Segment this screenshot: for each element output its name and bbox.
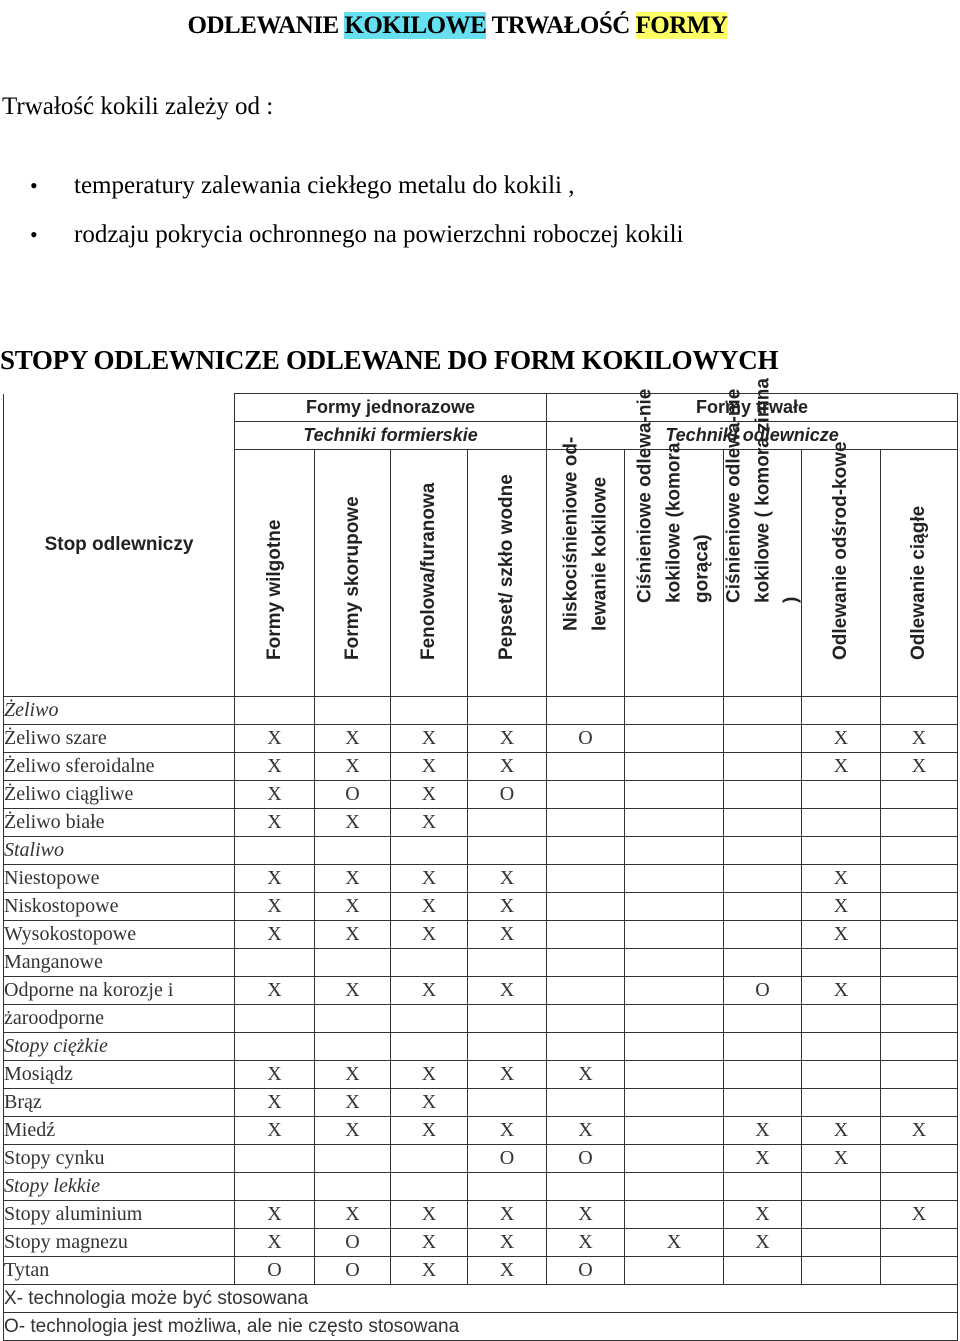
table-cell: X (391, 1229, 468, 1257)
table-cell: X (315, 865, 391, 893)
table-row (4, 949, 958, 977)
table-cell: X (315, 1201, 391, 1229)
table-cell: O (547, 1145, 625, 1173)
table-cell: X (315, 725, 391, 753)
table-cell (724, 781, 802, 809)
table-cell (625, 1033, 724, 1061)
column-header (802, 440, 881, 697)
table-cell: X (881, 725, 958, 753)
table-row (4, 725, 958, 753)
table-cell: X (802, 921, 881, 949)
table-cell: X (391, 865, 468, 893)
table-cell (625, 921, 724, 949)
table-cell: O (315, 1229, 391, 1257)
table-cell (468, 809, 547, 837)
group-label: Stopy lekkie (4, 1173, 235, 1201)
group-label: Staliwo (4, 837, 235, 865)
table-cell (724, 1257, 802, 1285)
table-cell: O (468, 1145, 547, 1173)
table-cell (625, 753, 724, 781)
legend-row (4, 1313, 958, 1341)
table-cell: X (468, 1201, 547, 1229)
alloy-label: Stopy aluminium (4, 1201, 235, 1229)
table-cell: X (468, 753, 547, 781)
table-row (4, 1145, 958, 1173)
column-header-label: Odlewanie odśrod-kowe (829, 440, 851, 660)
table-cell (625, 1145, 724, 1173)
group2-title: Formy trwałe (547, 394, 958, 422)
table-cell: X (547, 1061, 625, 1089)
table-cell (625, 1117, 724, 1145)
table-cell: X (881, 1201, 958, 1229)
table-cell: X (468, 1061, 547, 1089)
table-cell (391, 1173, 468, 1201)
table-cell (625, 697, 724, 725)
title-part1: ODLEWANIE (187, 12, 345, 39)
column-header-label: Ciśnieniowe odlewa-nie kokilowe ( komora zimna ) (722, 377, 801, 603)
table-cell (625, 1201, 724, 1229)
table-row (4, 809, 958, 837)
table-cell: X (391, 753, 468, 781)
table-cell: X (468, 1117, 547, 1145)
alloy-label: Stopy magnezu (4, 1229, 235, 1257)
column-header-label: Formy wilgotne (263, 519, 285, 660)
table-cell (802, 1257, 881, 1285)
table-cell: X (391, 1061, 468, 1089)
table-cell (881, 1145, 958, 1173)
table-cell (724, 753, 802, 781)
alloy-label: Stopy cynku (4, 1145, 235, 1173)
table-cell (625, 1061, 724, 1089)
table-row (4, 921, 958, 949)
table-cell: X (235, 1229, 315, 1257)
table-cell: X (235, 1201, 315, 1229)
table-cell (468, 1005, 547, 1033)
table-cell: X (235, 921, 315, 949)
table-cell: X (881, 1117, 958, 1145)
table-cell (625, 809, 724, 837)
table-cell (802, 1061, 881, 1089)
table-cell (468, 837, 547, 865)
title-part2-highlight: KOKILOWE (344, 12, 487, 39)
table-cell (547, 1033, 625, 1061)
table-cell (625, 837, 724, 865)
table-cell (468, 1089, 547, 1117)
table-cell: X (802, 1145, 881, 1173)
table-cell: O (468, 781, 547, 809)
table-row (4, 1257, 958, 1285)
column-header (468, 450, 547, 697)
table-cell (802, 1005, 881, 1033)
table-cell: X (235, 893, 315, 921)
table-cell (881, 1061, 958, 1089)
table-cell (724, 697, 802, 725)
table-cell (881, 1229, 958, 1257)
table-cell (235, 697, 315, 725)
table-row (4, 1201, 958, 1229)
group-label: Żeliwo (4, 697, 235, 725)
section-title: STOPY ODLEWNICZE ODLEWANE DO FORM KOKILOWYCH (0, 345, 779, 375)
table-cell: O (547, 1257, 625, 1285)
bullet-item: • temperatury zalewania ciekłego metalu do kokili , (30, 168, 684, 217)
table-cell (802, 781, 881, 809)
column-header-label: Pepset/ szkło wodne (495, 473, 517, 660)
table-cell: X (235, 809, 315, 837)
table-cell (391, 837, 468, 865)
table-cell (724, 1173, 802, 1201)
table-cell: O (724, 977, 802, 1005)
legend-text: O- technologia jest możliwa, ale nie często stosowana (4, 1313, 958, 1341)
bullet-list (30, 168, 684, 266)
table-cell (625, 1257, 724, 1285)
alloy-label: Niestopowe (4, 865, 235, 893)
table-cell (315, 1173, 391, 1201)
table-cell: X (468, 921, 547, 949)
table-cell (881, 921, 958, 949)
table-cell (391, 697, 468, 725)
table-cell: X (802, 725, 881, 753)
table-cell: X (802, 753, 881, 781)
table-cell: X (468, 1229, 547, 1257)
table-cell: O (315, 781, 391, 809)
table-cell (625, 725, 724, 753)
table-cell: X (391, 781, 468, 809)
table-cell (724, 893, 802, 921)
table-cell (547, 865, 625, 893)
table-cell (547, 1089, 625, 1117)
table-group-row (4, 1173, 958, 1201)
table-cell (881, 949, 958, 977)
page-title (0, 12, 915, 40)
table-cell: O (315, 1257, 391, 1285)
legend-text: X- technologia może być stosowana (4, 1285, 958, 1313)
table-cell (547, 697, 625, 725)
alloy-label: Manganowe (4, 949, 235, 977)
table-cell (724, 1089, 802, 1117)
table-cell (881, 809, 958, 837)
table-cell: X (547, 1201, 625, 1229)
column-header-label: Niskociśnieniowe od-lewanie kokilowe (560, 436, 610, 631)
table-cell (235, 837, 315, 865)
table-cell: X (881, 753, 958, 781)
table-cell (724, 865, 802, 893)
table-cell (881, 865, 958, 893)
table-cell: X (802, 893, 881, 921)
alloy-label: Tytan (4, 1257, 235, 1285)
table-cell (235, 1145, 315, 1173)
table-cell: X (235, 1089, 315, 1117)
table-cell: X (468, 725, 547, 753)
table-cell: X (802, 1117, 881, 1145)
table-cell: X (315, 1089, 391, 1117)
table-cell (235, 949, 315, 977)
table-cell (391, 1033, 468, 1061)
table-cell (802, 697, 881, 725)
table-cell (802, 1229, 881, 1257)
table-cell (881, 781, 958, 809)
table-cell: X (235, 753, 315, 781)
table-cell (315, 697, 391, 725)
table-cell: X (468, 1257, 547, 1285)
table-cell (391, 1145, 468, 1173)
table-cell (724, 921, 802, 949)
column-header-label: Ciśnieniowe odlewa-nie kokilowe (komora gorąca) (634, 388, 713, 603)
table-group-row (4, 1033, 958, 1061)
table-cell (724, 809, 802, 837)
table-cell (315, 1005, 391, 1033)
table-cell (625, 1173, 724, 1201)
table-cell (625, 1089, 724, 1117)
table-cell (625, 949, 724, 977)
group-label: Stopy ciężkie (4, 1033, 235, 1061)
table-cell (881, 1173, 958, 1201)
table-cell (724, 1061, 802, 1089)
table-cell: O (547, 725, 625, 753)
column-header-label: Formy skorupowe (341, 495, 363, 660)
table-group-row (4, 837, 958, 865)
table-cell (881, 1005, 958, 1033)
alloy-label: Niskostopowe (4, 893, 235, 921)
table-cell: X (391, 1089, 468, 1117)
table-cell (625, 977, 724, 1005)
alloy-label: Mosiądz (4, 1061, 235, 1089)
table-cell (235, 1173, 315, 1201)
bullet-item: • rodzaju pokrycia ochronnego na powierzchni roboczej kokili (30, 217, 684, 266)
table-cell: X (391, 809, 468, 837)
table-cell: X (468, 865, 547, 893)
column-header-label: Odlewanie ciągłe (907, 505, 929, 660)
table-cell: X (468, 977, 547, 1005)
table-cell (315, 837, 391, 865)
table-cell (625, 1005, 724, 1033)
table-cell (391, 1005, 468, 1033)
table-cell (547, 837, 625, 865)
table-cell: X (315, 1117, 391, 1145)
alloy-label: Brąz (4, 1089, 235, 1117)
table-cell (802, 837, 881, 865)
group1-subtitle: Techniki formierskie (235, 422, 547, 450)
table-row (4, 1005, 958, 1033)
table-cell: X (724, 1117, 802, 1145)
table-cell: X (391, 893, 468, 921)
table-cell: X (625, 1229, 724, 1257)
table-cell: X (315, 893, 391, 921)
column-header (235, 450, 315, 697)
alloy-label: Miedź (4, 1117, 235, 1145)
table-cell (802, 1173, 881, 1201)
table-cell (468, 1173, 547, 1201)
table-cell (468, 1033, 547, 1061)
table-row (4, 865, 958, 893)
table-cell: X (391, 1257, 468, 1285)
table-cell (235, 1033, 315, 1061)
table-cell: X (235, 1061, 315, 1089)
table-row (4, 781, 958, 809)
table-cell: X (391, 1117, 468, 1145)
table-cell (802, 1201, 881, 1229)
table-group-row (4, 697, 958, 725)
table-cell (547, 921, 625, 949)
table-cell: X (724, 1145, 802, 1173)
table-cell (802, 809, 881, 837)
group1-title: Formy jednorazowe (235, 394, 547, 422)
table-cell (881, 893, 958, 921)
column-header (391, 450, 468, 697)
table-cell: X (724, 1229, 802, 1257)
legend-row (4, 1285, 958, 1313)
corner-header: Stop odlewniczy (4, 394, 235, 697)
table-cell (881, 1089, 958, 1117)
alloy-label: Żeliwo szare (4, 725, 235, 753)
table-cell (468, 697, 547, 725)
table-cell: X (315, 977, 391, 1005)
table-cell (547, 753, 625, 781)
title-part4-highlight: FORMY (635, 12, 728, 39)
table-cell (625, 893, 724, 921)
table-cell (724, 725, 802, 753)
table-cell: X (235, 781, 315, 809)
table-cell: X (391, 921, 468, 949)
table-cell (625, 865, 724, 893)
table-cell: X (235, 725, 315, 753)
table-cell (881, 977, 958, 1005)
table-row (4, 1117, 958, 1145)
table-cell: X (547, 1117, 625, 1145)
table-cell: X (235, 865, 315, 893)
alloy-label: Wysokostopowe (4, 921, 235, 949)
table-row (4, 1229, 958, 1257)
table-cell: X (468, 893, 547, 921)
alloy-label: Odporne na korozje i (4, 977, 235, 1005)
table-cell: O (235, 1257, 315, 1285)
alloy-label: Żeliwo sferoidalne (4, 753, 235, 781)
table-cell: X (235, 977, 315, 1005)
table-cell (881, 1033, 958, 1061)
title-part3: TRWAŁOŚĆ (486, 12, 636, 39)
table-cell: X (315, 1061, 391, 1089)
table-cell (547, 893, 625, 921)
table-cell (724, 1033, 802, 1061)
alloy-label: Żeliwo białe (4, 809, 235, 837)
table-row (4, 893, 958, 921)
table-cell: X (315, 921, 391, 949)
column-header (315, 450, 391, 697)
table-cell (724, 1005, 802, 1033)
table-cell (881, 1257, 958, 1285)
table-cell: X (315, 809, 391, 837)
table-row (4, 1089, 958, 1117)
table-cell: X (235, 1117, 315, 1145)
group2-subtitle: Techniki odlewnicze (547, 422, 958, 450)
table-cell (724, 949, 802, 977)
column-header-label: Fenolowa/furanowa (417, 482, 439, 660)
alloy-table (3, 377, 958, 1341)
column-header (625, 388, 724, 697)
table-cell (547, 949, 625, 977)
table-cell (547, 1173, 625, 1201)
table-cell: X (724, 1201, 802, 1229)
table-cell (547, 781, 625, 809)
table-cell (315, 1033, 391, 1061)
table-cell: X (391, 977, 468, 1005)
table-row (4, 977, 958, 1005)
table-cell (724, 837, 802, 865)
intro-text: Trwałość kokili zależy od : (2, 93, 274, 120)
table-cell (547, 1005, 625, 1033)
table-cell (881, 697, 958, 725)
table-row (4, 1061, 958, 1089)
column-header (881, 450, 958, 697)
table-cell (802, 1033, 881, 1061)
table-cell (315, 1145, 391, 1173)
table-cell (468, 949, 547, 977)
table-cell: X (802, 977, 881, 1005)
table-cell: X (391, 725, 468, 753)
table-cell: X (547, 1229, 625, 1257)
table-cell (802, 949, 881, 977)
table-cell (625, 781, 724, 809)
table-row (4, 753, 958, 781)
table-cell (547, 977, 625, 1005)
table-cell: X (391, 1201, 468, 1229)
table-cell (235, 1005, 315, 1033)
table-cell (881, 837, 958, 865)
table-cell: X (802, 865, 881, 893)
table-cell (547, 809, 625, 837)
table-cell (315, 949, 391, 977)
column-header (547, 436, 625, 697)
table-cell (391, 949, 468, 977)
table-cell (802, 1089, 881, 1117)
table-cell: X (315, 753, 391, 781)
alloy-label: żaroodporne (4, 1005, 235, 1033)
alloy-table-wrapper (3, 377, 957, 1337)
alloy-label: Żeliwo ciągliwe (4, 781, 235, 809)
